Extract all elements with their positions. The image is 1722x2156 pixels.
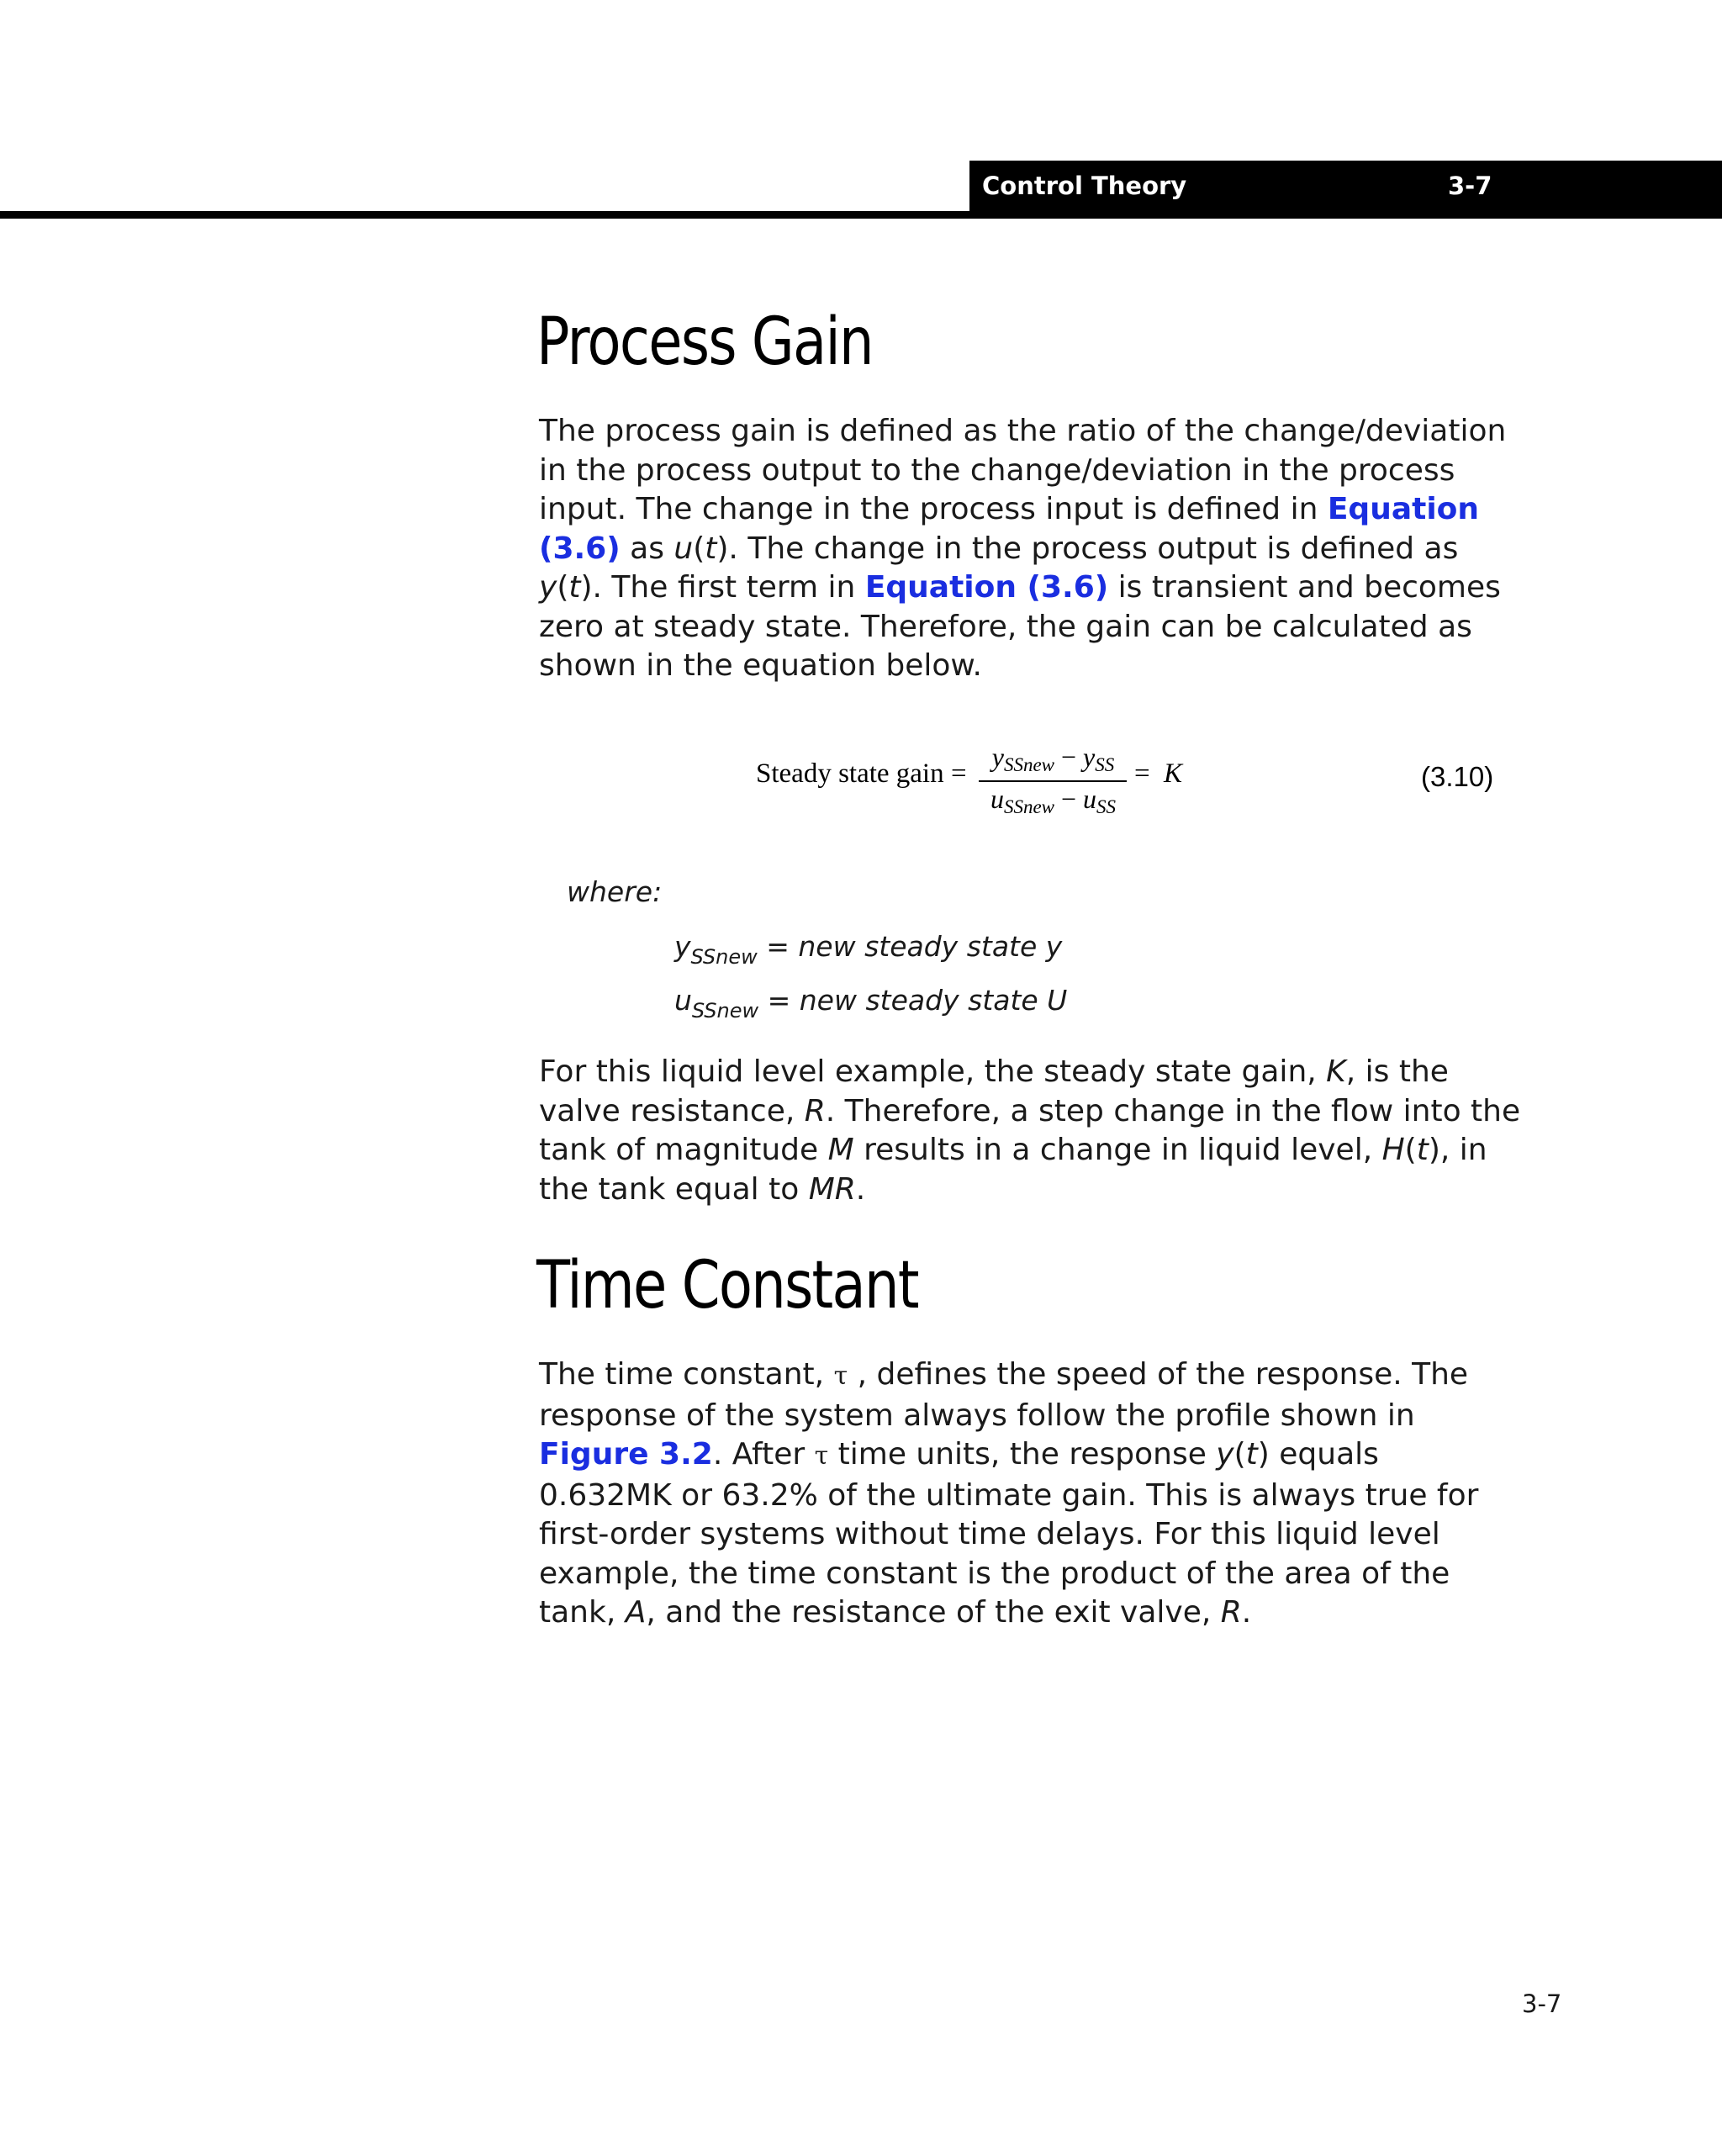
text-run: is transient and becomes xyxy=(1108,570,1501,605)
text-run: ) equals xyxy=(1257,1437,1379,1472)
text-line xyxy=(539,1593,1514,1633)
text-line xyxy=(539,1435,1514,1477)
definition-text: = new steady state U xyxy=(758,984,1068,1017)
var-u: u xyxy=(990,784,1004,814)
text-line: zero at steady state. Therefore, the gain can be calculated as xyxy=(539,609,1472,644)
text-run: ). The first term in xyxy=(580,570,865,605)
text-run: tank, xyxy=(539,1595,626,1630)
text-line xyxy=(539,1355,1514,1397)
subscript: SS xyxy=(1095,754,1115,775)
subscript: SSnew xyxy=(691,999,759,1023)
text-line: The process gain is defined as the ratio of the change/deviation xyxy=(539,414,1507,448)
text-run: tank of magnitude xyxy=(539,1133,828,1167)
tau-symbol: τ xyxy=(833,1361,848,1391)
text-run: ), in xyxy=(1428,1133,1487,1167)
equation-equals-sign: = xyxy=(951,758,967,789)
text-line xyxy=(539,530,1514,569)
var-t: t xyxy=(1416,1133,1429,1167)
var-u: u xyxy=(1083,784,1097,814)
var-y: y xyxy=(1216,1437,1234,1472)
text-run: . xyxy=(1241,1595,1252,1630)
var-r: R xyxy=(804,1093,826,1128)
text-run: results in a change in liquid level, xyxy=(853,1133,1382,1167)
equation-3-6-link[interactable]: Equation xyxy=(1327,492,1480,526)
var-y: y xyxy=(539,570,557,605)
header-chapter-title: Control Theory xyxy=(982,172,1187,200)
text-run: as xyxy=(620,531,674,566)
minus-sign: − xyxy=(1054,742,1084,772)
var-h: H xyxy=(1381,1133,1405,1167)
var-u: u xyxy=(674,984,692,1017)
minus-sign: − xyxy=(1054,784,1084,814)
text-line xyxy=(539,1053,1514,1092)
var-u: u xyxy=(673,531,694,566)
definition-u-ssnew xyxy=(674,984,1067,1023)
text-run: , defines the speed of the response. The xyxy=(848,1357,1469,1392)
where-label: where: xyxy=(567,875,663,908)
equation-label: Steady state gain xyxy=(756,758,944,789)
text-line: in the process output to the change/deviation in the process xyxy=(539,452,1455,488)
var-a: A xyxy=(625,1595,647,1630)
text-line: example, the time constant is the product of the area of the xyxy=(539,1556,1450,1591)
text-line xyxy=(539,1131,1514,1170)
text-run: . Therefore, a step change in the flow into the xyxy=(825,1093,1521,1128)
equation-numerator xyxy=(980,742,1127,776)
process-gain-paragraph xyxy=(539,412,1514,686)
text-line xyxy=(539,490,1514,530)
text-line: shown in the equation below. xyxy=(539,648,982,683)
var-t: t xyxy=(1245,1437,1258,1472)
text-run: , is the xyxy=(1345,1054,1449,1089)
text-run: The time constant, xyxy=(539,1357,834,1392)
var-k: K xyxy=(1326,1054,1346,1089)
subscript: SSnew xyxy=(690,945,758,969)
fraction-bar xyxy=(979,780,1127,782)
tau-symbol: τ xyxy=(814,1441,829,1471)
var-mr: MR xyxy=(808,1171,856,1207)
text-line: response of the system always follow the profile shown in xyxy=(539,1398,1415,1433)
text-run: input. The change in the process input is defined in xyxy=(539,492,1328,526)
text-run: For this liquid level example, the steady state gain, xyxy=(539,1054,1327,1089)
var-y: y xyxy=(674,930,691,963)
text-run: ( xyxy=(693,531,705,566)
var-y: y xyxy=(1083,742,1096,772)
text-run: , and the resistance of the exit valve, xyxy=(646,1595,1221,1630)
var-t: t xyxy=(568,570,581,605)
text-run: ( xyxy=(557,570,569,605)
text-line xyxy=(539,1170,1514,1210)
text-run: time units, the response xyxy=(828,1437,1217,1472)
section-heading-process-gain: Process Gain xyxy=(536,304,873,380)
text-run: . After xyxy=(712,1437,815,1472)
subscript: SSnew xyxy=(1003,796,1054,817)
text-run: ( xyxy=(1404,1133,1417,1167)
equation-3-6-link[interactable]: Equation (3.6) xyxy=(864,570,1109,605)
text-run: valve resistance, xyxy=(539,1093,805,1128)
equation-equals-sign: = xyxy=(1134,758,1150,789)
text-run: ). The change in the process output is defined as xyxy=(716,531,1459,566)
text-line xyxy=(539,1092,1521,1132)
text-run: ( xyxy=(1233,1437,1246,1472)
definition-text: = new steady state y xyxy=(757,930,1063,963)
definition-y-ssnew xyxy=(674,930,1062,969)
liquid-level-paragraph xyxy=(539,1053,1521,1209)
footer-page-number: 3-7 xyxy=(1522,1990,1562,2018)
time-constant-paragraph xyxy=(539,1355,1514,1633)
text-line: first-order systems without time delays. For this liquid level xyxy=(539,1517,1440,1551)
text-line xyxy=(539,568,1514,608)
equation-result-k: K xyxy=(1164,758,1183,789)
figure-3-2-link[interactable]: Figure 3.2 xyxy=(539,1437,713,1472)
equation-denominator xyxy=(980,784,1127,818)
subscript: SS xyxy=(1096,796,1117,817)
header-page-number: 3-7 xyxy=(1448,172,1492,200)
var-t: t xyxy=(705,531,717,566)
text-run: . xyxy=(855,1171,866,1207)
equation-number: (3.10) xyxy=(1421,761,1494,792)
var-y: y xyxy=(991,742,1004,772)
section-heading-time-constant: Time Constant xyxy=(536,1248,918,1324)
text-run: the tank equal to xyxy=(539,1171,809,1207)
subscript: SSnew xyxy=(1003,754,1054,775)
var-m: M xyxy=(827,1133,854,1167)
equation-3-6-link[interactable]: (3.6) xyxy=(539,531,621,566)
var-r: R xyxy=(1220,1595,1242,1630)
text-line: 0.632MK or 63.2% of the ultimate gain. This is always true for xyxy=(539,1477,1479,1513)
